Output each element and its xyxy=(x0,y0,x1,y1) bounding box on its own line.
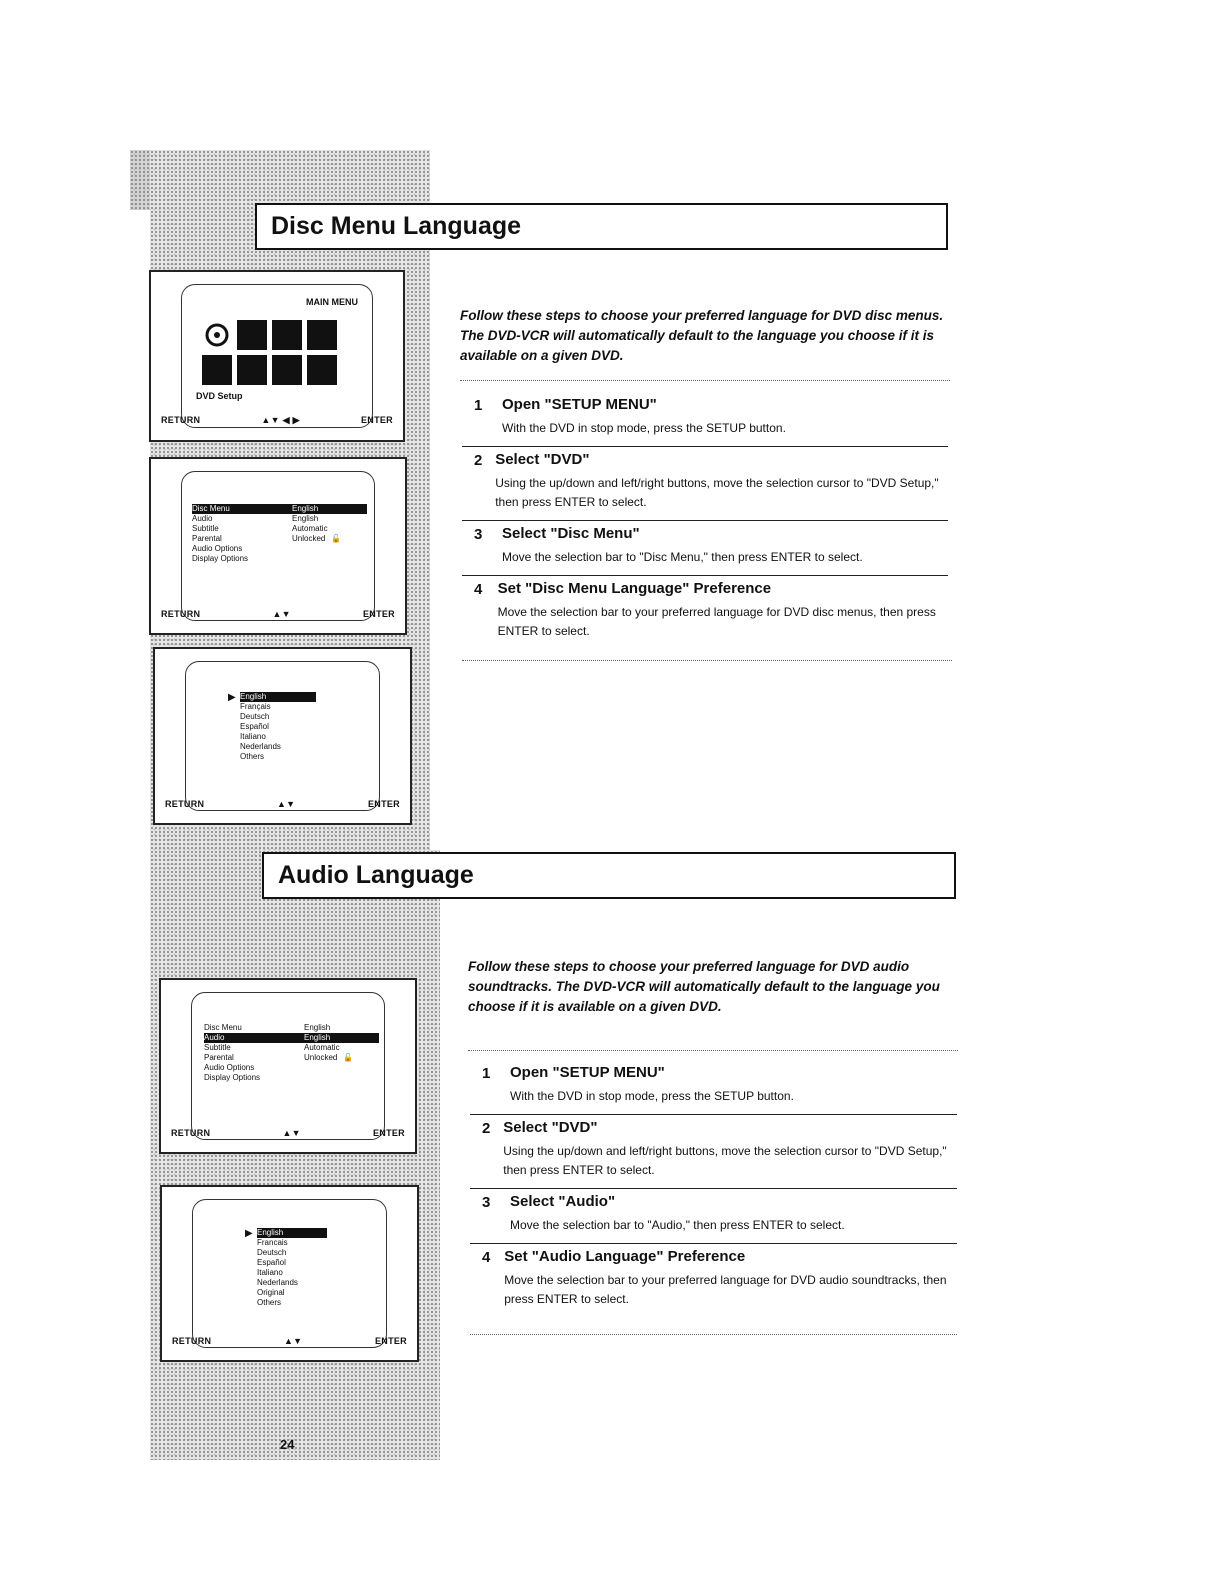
row-value: Automatic xyxy=(292,524,328,533)
row-label: Disc Menu xyxy=(204,1023,242,1032)
step-item xyxy=(462,576,948,649)
menu-row-disc-menu xyxy=(192,504,367,514)
lock-icon: 🔓 xyxy=(343,1053,354,1062)
language-item: Nederlands xyxy=(257,1278,298,1287)
step-body: Move the selection bar to "Disc Menu," then press ENTER to select. xyxy=(502,550,863,564)
step-number: 4 xyxy=(474,581,483,598)
step-title: Open "SETUP MENU" xyxy=(502,396,657,413)
menu-row-audio-options xyxy=(204,1063,379,1073)
step-title: Select "DVD" xyxy=(495,451,590,468)
dotted-divider xyxy=(460,380,950,381)
return-label: RETURN xyxy=(172,1336,212,1346)
step-title: Set "Disc Menu Language" Preference xyxy=(497,580,772,597)
nav-arrows: ▲▼ xyxy=(276,799,296,809)
screen-footer xyxy=(165,799,400,809)
main-menu-title: MAIN MENU xyxy=(306,297,358,307)
step-item xyxy=(462,521,948,576)
row-value: English xyxy=(292,514,319,523)
menu-row-audio xyxy=(192,514,367,524)
clock-icon xyxy=(237,355,267,385)
language-item: Others xyxy=(240,752,265,761)
main-menu-caption: DVD Setup xyxy=(196,391,243,401)
step-number: 1 xyxy=(482,1065,491,1082)
screen-frame xyxy=(181,471,375,621)
menu-row-subtitle xyxy=(192,524,367,534)
language-item: Francais xyxy=(257,1238,288,1247)
menu-row-parental xyxy=(204,1053,379,1063)
step-body: Using the up/down and left/right buttons, move the selection cursor to "DVD Setup," then press ENTER to select. xyxy=(503,1144,947,1177)
return-label: RETURN xyxy=(171,1128,211,1138)
exit-icon xyxy=(307,355,337,385)
step-title: Open "SETUP MENU" xyxy=(510,1064,665,1081)
tv-screen-main-menu xyxy=(149,270,405,442)
language-item: Others xyxy=(257,1298,282,1307)
step-number: 4 xyxy=(482,1249,491,1266)
enter-label: ENTER xyxy=(360,415,393,425)
halftone-band-lower xyxy=(150,850,440,1460)
tv-screen-disc-language-list xyxy=(153,647,412,825)
enter-label: ENTER xyxy=(372,1128,405,1138)
step-list xyxy=(462,392,948,649)
step-body: With the DVD in stop mode, press the SETUP button. xyxy=(510,1089,794,1103)
screen-footer xyxy=(161,415,393,426)
menu-row-display-options xyxy=(204,1073,379,1083)
dotted-divider xyxy=(462,660,952,661)
row-value: Unlocked xyxy=(304,1053,338,1062)
return-label: RETURN xyxy=(161,609,201,619)
step-number: 1 xyxy=(474,397,483,414)
nav-arrows: ▲▼ ◀ ▶ xyxy=(261,415,300,425)
row-label: Subtitle xyxy=(192,524,219,533)
step-body: Move the selection bar to your preferred language for DVD disc menus, then press ENTER to select. xyxy=(497,605,936,638)
section-title-disc-menu-language xyxy=(255,203,948,250)
row-value: English xyxy=(304,1023,331,1032)
language-item: Español xyxy=(240,722,269,731)
language-item: Nederlands xyxy=(240,742,281,751)
row-value: English xyxy=(292,504,319,513)
screen-frame xyxy=(191,992,385,1140)
step-title: Select "DVD" xyxy=(503,1119,598,1136)
row-label: Parental xyxy=(204,1053,234,1062)
screen-footer xyxy=(171,1128,405,1138)
menu-icon-grid xyxy=(202,320,337,385)
step-body: Move the selection bar to "Audio," then press ENTER to select. xyxy=(510,1218,845,1232)
menu-row-audio xyxy=(204,1033,379,1043)
language-item: Deutsch xyxy=(257,1248,287,1257)
step-item xyxy=(470,1060,957,1115)
screen-frame xyxy=(181,284,373,428)
lock-icon: 🔓 xyxy=(331,534,342,543)
row-label: Audio xyxy=(204,1033,225,1042)
return-label: RETURN xyxy=(161,415,201,425)
language-item: Italiano xyxy=(240,732,266,741)
step-item xyxy=(462,447,948,521)
channel-icon xyxy=(272,355,302,385)
screen-frame xyxy=(192,1199,387,1348)
program-icon xyxy=(202,355,232,385)
menu-row-audio-options xyxy=(192,544,367,554)
section-title-text: Audio Language xyxy=(278,861,474,889)
vcr-icon xyxy=(237,320,267,350)
nav-arrows: ▲▼ xyxy=(283,1336,303,1346)
language-item: Original xyxy=(257,1288,285,1297)
section-title-text: Disc Menu Language xyxy=(271,212,522,240)
step-title: Set "Audio Language" Preference xyxy=(504,1248,746,1265)
screen-footer xyxy=(172,1336,407,1346)
row-label: Audio Options xyxy=(192,544,243,553)
step-list xyxy=(470,1060,957,1317)
row-label: Disc Menu xyxy=(192,504,230,513)
language-item: English xyxy=(240,692,316,702)
step-title: Select "Audio" xyxy=(510,1193,616,1210)
language-list xyxy=(240,692,316,762)
dotted-divider xyxy=(470,1334,957,1335)
section-title-audio-language xyxy=(262,852,956,899)
step-number: 3 xyxy=(474,526,483,543)
section-intro: Follow these steps to choose your preferred language for DVD audio soundtracks. The DVD-VCR will automatically default to the language you choose if it is available on a given DVD. xyxy=(468,959,940,1014)
step-body: Using the up/down and left/right buttons, move the selection cursor to "DVD Setup," then press ENTER to select. xyxy=(495,476,939,509)
language-list xyxy=(257,1228,327,1308)
step-number: 2 xyxy=(482,1120,491,1137)
row-label: Subtitle xyxy=(204,1043,231,1052)
row-label: Parental xyxy=(192,534,222,543)
enter-label: ENTER xyxy=(374,1336,407,1346)
page-number: 24 xyxy=(280,1437,295,1452)
menu-row-disc-menu xyxy=(204,1023,379,1033)
cursor-arrow-icon: ▶ xyxy=(245,1228,253,1239)
enter-label: ENTER xyxy=(367,799,400,809)
language-item: Deutsch xyxy=(240,712,270,721)
disc-icon xyxy=(202,320,232,350)
step-item xyxy=(470,1115,957,1189)
language-item: Español xyxy=(257,1258,286,1267)
section-intro: Follow these steps to choose your preferred language for DVD disc menus. The DVD-VCR will automatically default to the language you choose if it is available on a given DVD. xyxy=(460,308,944,363)
tv-screen-setup-audio xyxy=(159,978,417,1154)
row-label: Display Options xyxy=(192,554,249,563)
row-label: Audio xyxy=(192,514,213,523)
cursor-arrow-icon: ▶ xyxy=(228,692,236,703)
menu-row-subtitle xyxy=(204,1043,379,1053)
row-label: Display Options xyxy=(204,1073,261,1082)
row-value: Automatic xyxy=(304,1043,340,1052)
screen-footer xyxy=(161,609,395,619)
row-value: Unlocked xyxy=(292,534,326,543)
row-label: Audio Options xyxy=(204,1063,255,1072)
setup-menu-list xyxy=(204,1023,379,1083)
step-item xyxy=(470,1189,957,1244)
step-title: Select "Disc Menu" xyxy=(502,525,640,542)
tv-screen-audio-language-list xyxy=(160,1185,419,1362)
setup-menu-list xyxy=(192,504,367,564)
step-body: Move the selection bar to your preferred language for DVD audio soundtracks, then press ENTER to select. xyxy=(504,1273,947,1306)
menu-row-display-options xyxy=(192,554,367,564)
enter-label: ENTER xyxy=(362,609,395,619)
step-item xyxy=(462,392,948,447)
language-icon xyxy=(307,320,337,350)
dotted-divider xyxy=(468,1050,958,1051)
row-value: English xyxy=(304,1033,331,1042)
nav-arrows: ▲▼ xyxy=(272,609,291,619)
menu-row-parental xyxy=(192,534,367,544)
language-item: English xyxy=(257,1228,327,1238)
step-body: With the DVD in stop mode, press the SETUP button. xyxy=(502,421,786,435)
screen-frame xyxy=(185,661,380,811)
step-number: 2 xyxy=(474,452,483,469)
language-item: Français xyxy=(240,702,271,711)
language-item: Italiano xyxy=(257,1268,283,1277)
nav-arrows: ▲▼ xyxy=(282,1128,301,1138)
tv-screen-setup-disc-menu xyxy=(149,457,407,635)
step-item xyxy=(470,1244,957,1317)
options-icon xyxy=(272,320,302,350)
step-number: 3 xyxy=(482,1194,491,1211)
return-label: RETURN xyxy=(165,799,205,809)
